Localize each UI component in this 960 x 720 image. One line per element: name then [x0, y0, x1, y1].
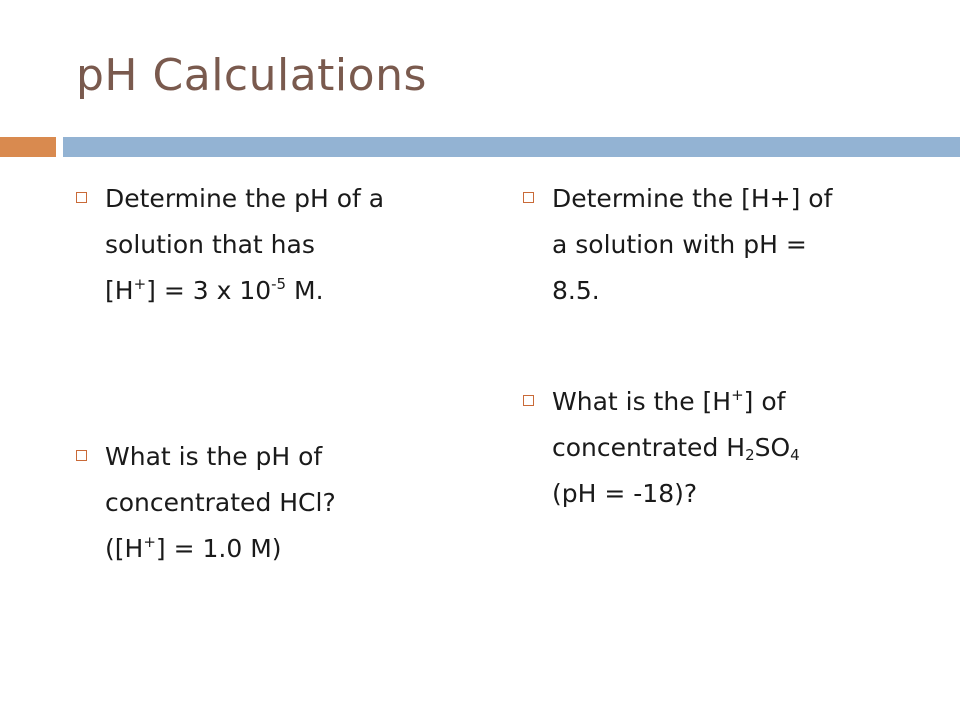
text-line: Determine the pH of a	[105, 184, 385, 213]
bullet-text	[552, 176, 933, 314]
text-line: a solution with pH =	[552, 230, 807, 259]
bullet-determine-ph	[76, 176, 476, 314]
title-accent-bar-blue	[63, 137, 960, 157]
text-line: What is the pH of	[105, 442, 323, 471]
bullet-h-of-sulfuric-acid	[523, 379, 933, 517]
bullet-text	[105, 176, 476, 314]
superscript: +	[133, 275, 147, 293]
text-line: (pH = -18)?	[552, 479, 698, 508]
bullet-text	[105, 434, 476, 572]
text-fragment: ] = 1.0 M)	[155, 534, 282, 563]
text-fragment: ] = 3 x 10	[146, 276, 272, 305]
text-line: solution that has	[105, 230, 315, 259]
exponent: -5	[271, 275, 287, 293]
superscript: +	[143, 533, 156, 551]
text-fragment: ] of	[743, 387, 786, 416]
text-line: 8.5.	[552, 276, 600, 305]
square-bullet-icon	[76, 450, 87, 461]
square-bullet-icon	[523, 192, 534, 203]
bullet-ph-of-hcl	[76, 434, 476, 572]
square-bullet-icon	[76, 192, 87, 203]
text-line: concentrated HCl?	[105, 488, 336, 517]
text-fragment: What is the [H	[552, 387, 732, 416]
title-accent-bar-orange	[0, 137, 56, 157]
square-bullet-icon	[523, 395, 534, 406]
subscript: 2	[745, 446, 755, 464]
text-fragment: M.	[286, 276, 324, 305]
subscript: 4	[790, 446, 800, 464]
text-fragment: [H	[105, 276, 134, 305]
bullet-determine-h-concentration	[523, 176, 933, 314]
text-fragment: concentrated H	[552, 433, 746, 462]
slide-title: pH Calculations	[76, 50, 427, 101]
text-fragment: ([H	[105, 534, 144, 563]
text-fragment: SO	[754, 433, 791, 462]
superscript: +	[731, 386, 744, 404]
text-line: Determine the [H+] of	[552, 184, 833, 213]
bullet-text	[552, 379, 933, 517]
